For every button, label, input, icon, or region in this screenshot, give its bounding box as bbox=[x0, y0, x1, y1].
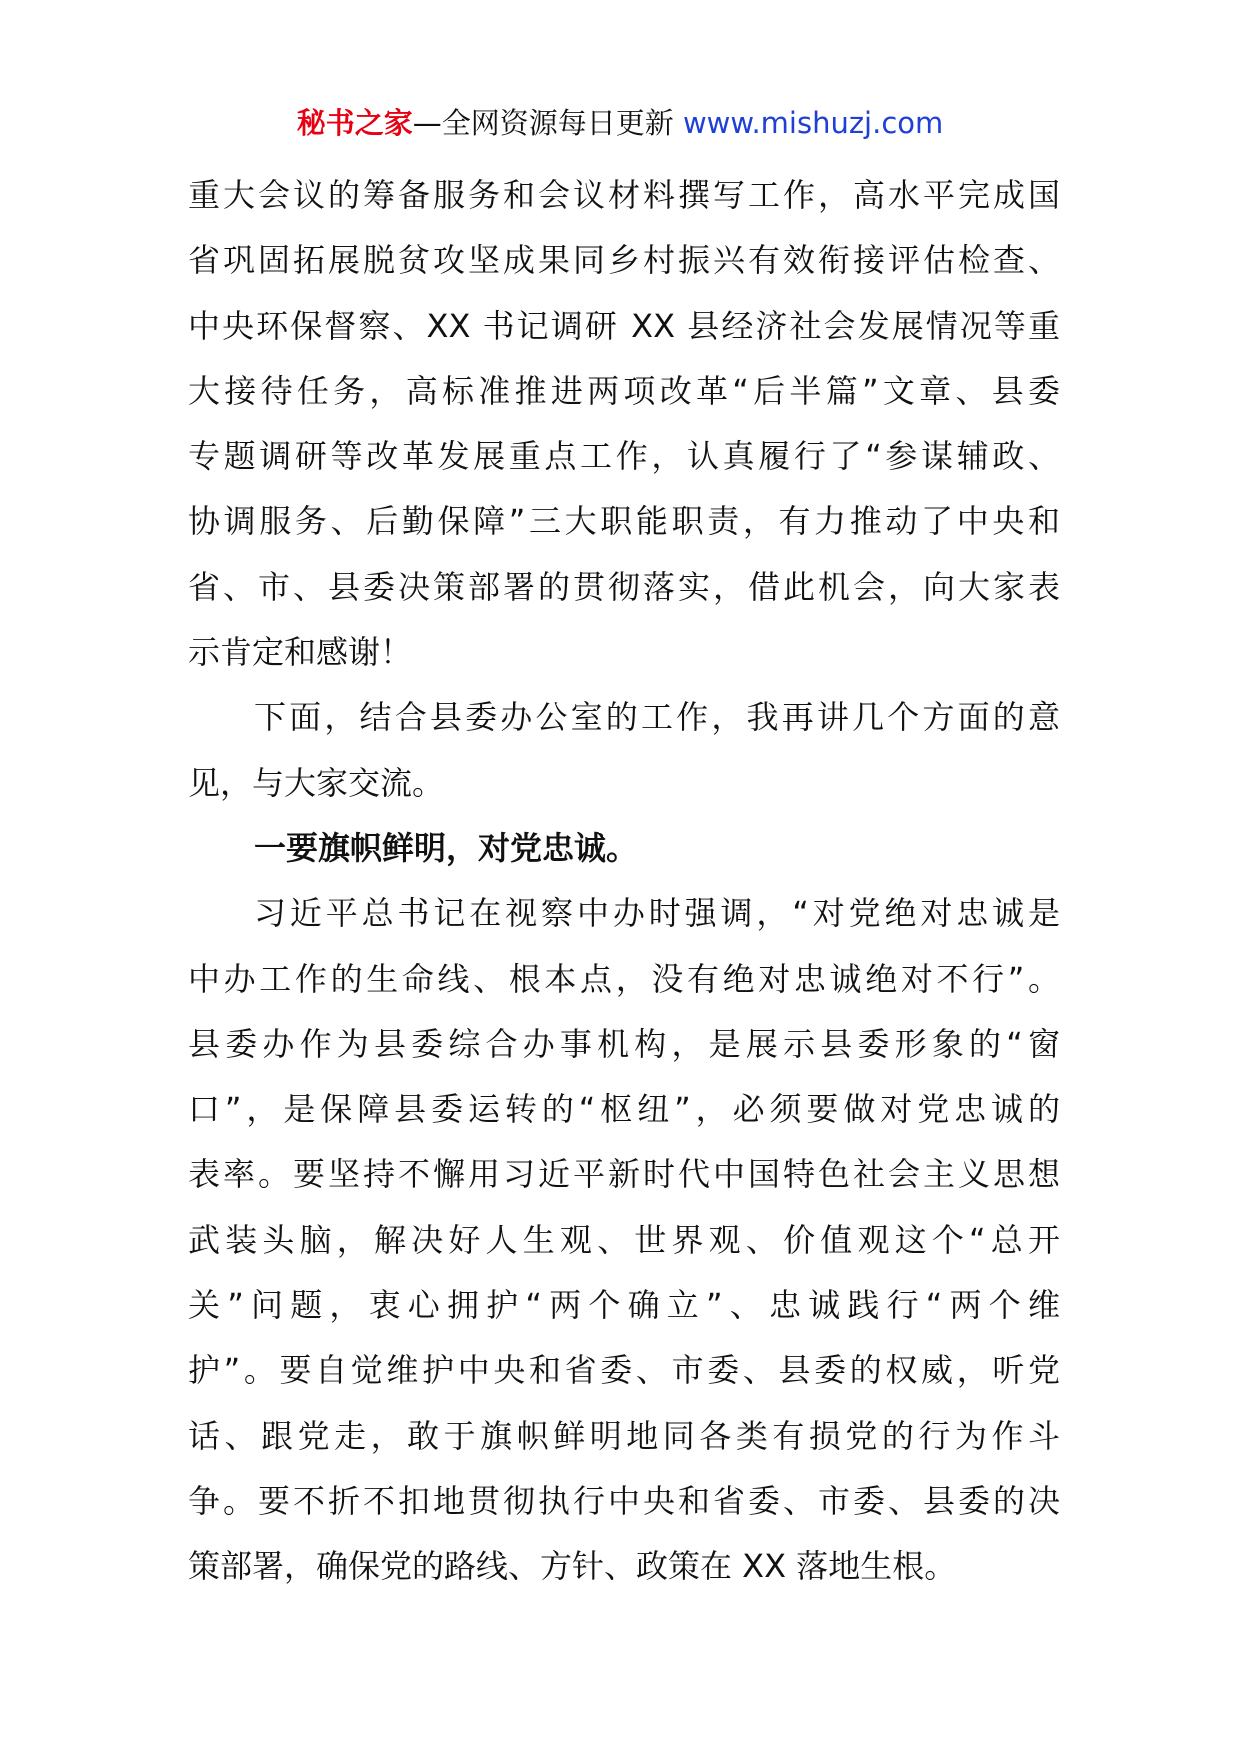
document-body bbox=[188, 163, 1060, 1600]
body-line: 中办工作的生命线、根本点，没有绝对忠诚绝对不行”。 bbox=[188, 959, 1060, 998]
paragraph-intro bbox=[188, 685, 1060, 816]
body-line: 中央环保督察、XX 书记调研 XX 县经济社会发展情况等重 bbox=[188, 306, 1060, 345]
body-line: 专题调研等改革发展重点工作，认真履行了“参谋辅政、 bbox=[188, 437, 1060, 476]
body-line: 下面，结合县委办公室的工作，我再讲几个方面的意 bbox=[254, 698, 1060, 737]
body-line: 关”问题，衷心拥护“两个确立”、忠诚践行“两个维 bbox=[188, 1286, 1060, 1325]
header-brand: 秘书之家 bbox=[296, 106, 413, 140]
paragraph-continuation bbox=[188, 163, 1060, 685]
section-heading-text: 一要旗帜鲜明，对党忠诚。 bbox=[254, 828, 639, 867]
body-line: 口”，是保障县委运转的“枢纽”，必须要做对党忠诚的 bbox=[188, 1090, 1060, 1129]
header-tagline: —全网资源每日更新 bbox=[412, 106, 683, 140]
body-line: 省、市、县委决策部署的贯彻落实，借此机会，向大家表 bbox=[188, 567, 1060, 606]
header-site-link[interactable]: www.mishuzj.com bbox=[682, 106, 944, 140]
paragraph-loyalty bbox=[188, 881, 1060, 1599]
body-line: 武装头脑，解决好人生观、世界观、价值观这个“总开 bbox=[188, 1220, 1060, 1259]
body-line: 示肯定和感谢！ bbox=[188, 633, 413, 672]
body-line: 表率。要坚持不懈用习近平新时代中国特色社会主义思想 bbox=[188, 1155, 1060, 1194]
body-line: 争。要不折不扣地贯彻执行中央和省委、市委、县委的决 bbox=[188, 1481, 1060, 1520]
body-line: 话、跟党走，敢于旗帜鲜明地同各类有损党的行为作斗 bbox=[188, 1416, 1060, 1455]
body-line: 重大会议的筹备服务和会议材料撰写工作，高水平完成国 bbox=[188, 176, 1060, 214]
section-heading bbox=[188, 816, 1060, 881]
body-line: 习近平总书记在视察中办时强调，“对党绝对忠诚是 bbox=[254, 894, 1060, 933]
body-line: 护”。要自觉维护中央和省委、市委、县委的权威，听党 bbox=[188, 1351, 1060, 1390]
body-line: 大接待任务，高标准推进两项改革“后半篇”文章、县委 bbox=[188, 371, 1060, 410]
body-line: 县委办作为县委综合办事机构，是展示县委形象的“窗 bbox=[188, 1024, 1060, 1063]
page-header bbox=[0, 101, 1240, 145]
body-line: 协调服务、后勤保障”三大职能职责，有力推动了中央和 bbox=[188, 502, 1060, 541]
body-line: 策部署，确保党的路线、方针、政策在 XX 落地生根。 bbox=[188, 1547, 957, 1586]
body-line: 省巩固拓展脱贫攻坚成果同乡村振兴有效衔接评估检查、 bbox=[188, 241, 1060, 280]
body-line: 见，与大家交流。 bbox=[188, 763, 445, 802]
